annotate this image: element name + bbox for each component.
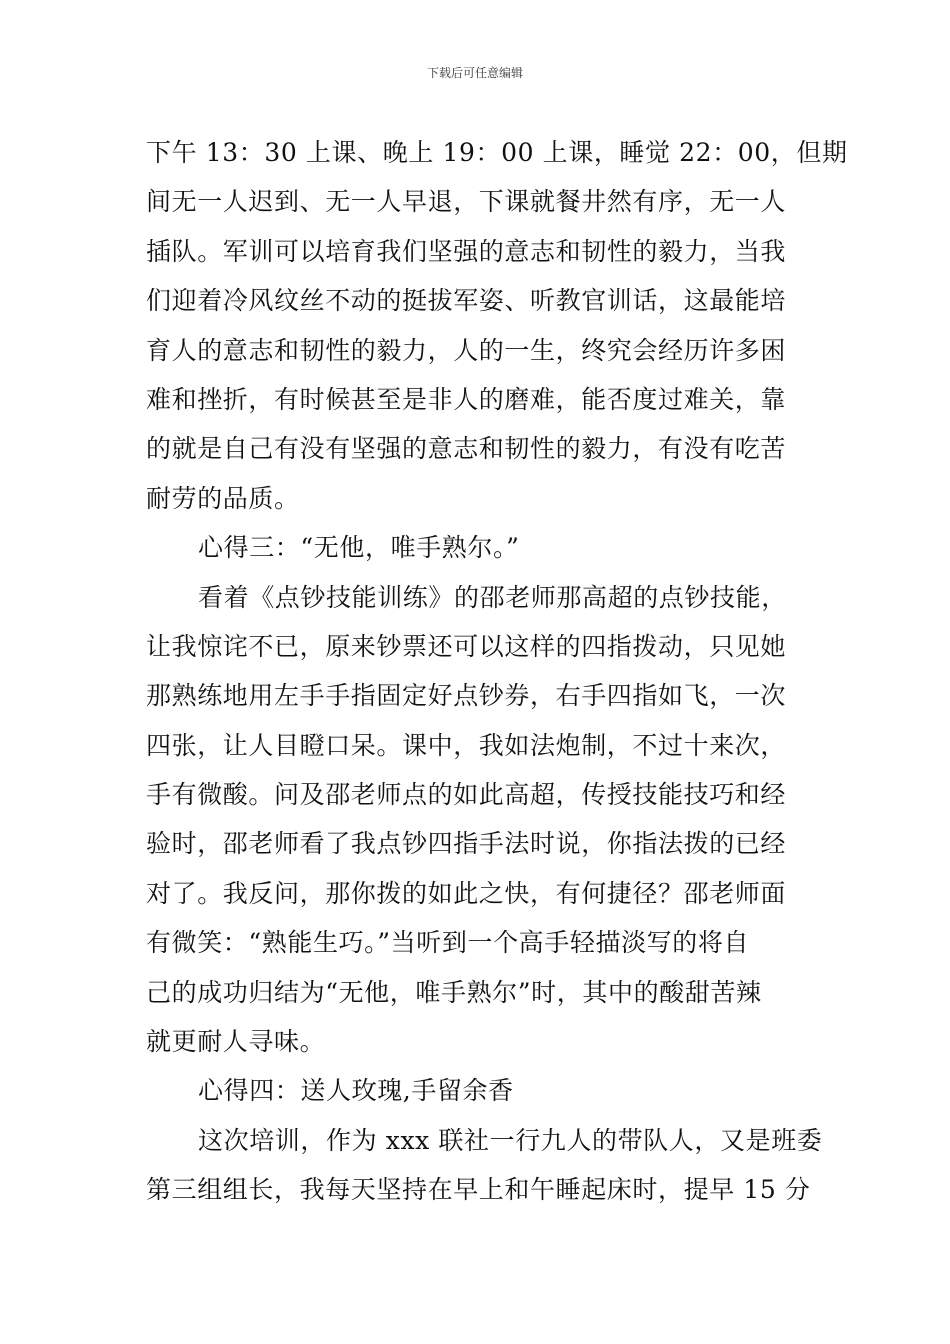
paragraph-line: 这次培训，作为 xxx 联社一行九人的带队人，又是班委	[198, 1125, 823, 1155]
paragraph-line: 们迎着冷风纹丝不动的挺拔军姿、听教官训话，这最能培	[146, 286, 787, 316]
paragraph-line: 己的成功归结为“无他，唯手熟尔”时，其中的酸甜苦辣	[146, 977, 762, 1007]
section-heading: 心得四：送人玫瑰,手留余香	[198, 1076, 514, 1106]
paragraph-line: 看着《点钞技能训练》的邵老师那高超的点钞技能，	[198, 582, 787, 612]
paragraph-line: 手有微酸。问及邵老师点的如此高超，传授技能技巧和经	[146, 780, 787, 810]
paragraph-line: 那熟练地用左手手指固定好点钞券，右手四指如飞，一次	[146, 681, 787, 711]
paragraph-line: 难和挫折，有时候甚至是非人的磨难，能否度过难关，靠	[146, 384, 787, 414]
paragraph-line: 就更耐人寻味。	[146, 1027, 326, 1057]
paragraph-line: 的就是自己有没有坚强的意志和韧性的毅力，有没有吃苦	[146, 434, 787, 464]
paragraph-line: 让我惊诧不已，原来钞票还可以这样的四指拨动，只见她	[146, 631, 787, 661]
paragraph-line: 有微笑：“熟能生巧。”当听到一个高手轻描淡写的将自	[146, 928, 750, 958]
page-header: 下载后可任意编辑	[426, 66, 523, 80]
paragraph-line: 育人的意志和韧性的毅力，人的一生，终究会经历许多困	[146, 335, 787, 365]
paragraph-line: 插队。军训可以培育我们坚强的意志和韧性的毅力，当我	[146, 236, 787, 266]
paragraph-line: 间无一人迟到、无一人早退，下课就餐井然有序，无一人	[146, 187, 787, 217]
paragraph-line: 验时，邵老师看了我点钞四指手法时说，你指法拨的已经	[146, 829, 787, 859]
paragraph-line: 第三组组长，我每天坚持在早上和午睡起床时，提早 15 分	[146, 1175, 811, 1205]
section-heading: 心得三：“无他，唯手熟尔。”	[198, 533, 520, 563]
paragraph-line: 耐劳的品质。	[146, 483, 300, 513]
document-body	[146, 128, 848, 1215]
paragraph-line: 对了。我反问，那你拨的如此之快，有何捷径？邵老师面	[146, 878, 787, 908]
paragraph-line: 下午 13：30 上课、晚上 19：00 上课，睡觉 22：00，但期	[146, 138, 848, 167]
paragraph-line: 四张，让人目瞪口呆。课中，我如法炮制，不过十来次，	[146, 730, 787, 760]
